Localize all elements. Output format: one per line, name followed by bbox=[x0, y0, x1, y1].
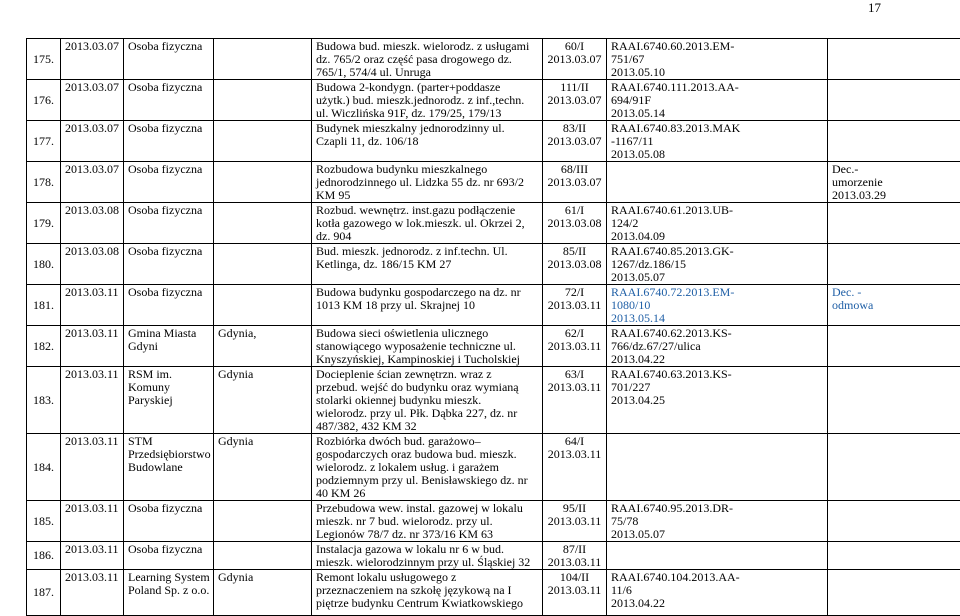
notes-cell-line: Dec.- bbox=[832, 163, 957, 176]
description-cell bbox=[312, 326, 543, 367]
description-cell-line: podziemnym przy ul. Benisławskiego dz. nr bbox=[316, 474, 538, 487]
decision-sign-cell-line: 2013.05.14 bbox=[611, 312, 823, 325]
table-row bbox=[27, 121, 960, 162]
investor-cell bbox=[124, 121, 214, 162]
investor-cell-line: Osoba fizyczna bbox=[128, 122, 209, 135]
investor-cell bbox=[124, 326, 214, 367]
description-cell-line: użytk.) bud. mieszk.jednorodz. z inf.,techn. bbox=[316, 94, 538, 107]
investor-cell bbox=[124, 434, 214, 501]
description-cell-line: Czapli 11, dz. 106/18 bbox=[316, 135, 538, 148]
description-cell bbox=[312, 244, 543, 285]
date-cell: 2013.03.11 bbox=[61, 501, 124, 542]
investor-cell-line: Paryskiej bbox=[128, 394, 209, 407]
date-cell: 2013.03.07 bbox=[61, 80, 124, 121]
notes-cell-line: umorzenie bbox=[832, 176, 957, 189]
city-cell bbox=[214, 501, 312, 542]
application-number-cell bbox=[543, 367, 607, 434]
date-cell: 2013.03.11 bbox=[61, 326, 124, 367]
row-number: 177. bbox=[27, 121, 61, 162]
decision-sign-cell-line: RAAI.6740.62.2013.KS- bbox=[611, 327, 823, 340]
investor-cell-line: Gmina Miasta bbox=[128, 327, 209, 340]
investor-cell bbox=[124, 570, 214, 616]
investor-cell bbox=[124, 80, 214, 121]
decision-sign-cell-line: 1080/10 bbox=[611, 299, 823, 312]
table-row bbox=[27, 434, 960, 501]
decision-sign-cell-line: 2013.05.07 bbox=[611, 271, 823, 284]
table-row bbox=[27, 570, 960, 616]
decision-sign-cell bbox=[607, 121, 828, 162]
register-body bbox=[27, 39, 960, 616]
description-cell-line: wielorodz. przy ul. Płk. Dąbka 227, dz. nr bbox=[316, 407, 538, 420]
application-number-cell-line: 63/I bbox=[545, 368, 604, 381]
description-cell-line: Rozbiórka dwóch bud. garażowo– bbox=[316, 435, 538, 448]
decision-sign-cell bbox=[607, 80, 828, 121]
table-row bbox=[27, 162, 960, 203]
description-cell-line: Docieplenie ścian zewnętrzn. wraz z bbox=[316, 368, 538, 381]
investor-cell bbox=[124, 244, 214, 285]
investor-cell-line: Learning System bbox=[128, 571, 209, 584]
description-cell-line: Ketlinga, dz. 186/15 KM 27 bbox=[316, 258, 538, 271]
date-cell: 2013.03.07 bbox=[61, 162, 124, 203]
application-number-cell-line: 2013.03.11 bbox=[545, 448, 604, 461]
decision-sign-cell-line: 1267/dz.186/15 bbox=[611, 258, 823, 271]
row-number: 182. bbox=[27, 326, 61, 367]
investor-cell-line: Przedsiębiorstwo bbox=[128, 448, 209, 461]
description-cell-line: Remont lokalu usługowego z bbox=[316, 571, 538, 584]
description-cell-line: mieszk. nr 7 bud. wielorodz. przy ul. bbox=[316, 515, 538, 528]
description-cell-line: piętrze budynku Centrum Kwiatkowskiego bbox=[316, 597, 538, 610]
description-cell-line: Bud. mieszk. jednorodz. z inf.techn. Ul. bbox=[316, 245, 538, 258]
decision-sign-cell-line: 766/dz.67/27/ulica bbox=[611, 340, 823, 353]
city-cell: Gdynia bbox=[214, 434, 312, 501]
investor-cell-line: Budowlane bbox=[128, 461, 209, 474]
decision-sign-cell-line: RAAI.6740.104.2013.AA- bbox=[611, 571, 823, 584]
application-number-cell-line: 87/II bbox=[545, 543, 604, 556]
row-number: 183. bbox=[27, 367, 61, 434]
decision-sign-cell-line: 75/78 bbox=[611, 515, 823, 528]
application-number-cell bbox=[543, 434, 607, 501]
description-cell-line: 487/382, 432 KM 32 bbox=[316, 420, 538, 433]
description-cell-line: gospodarczych oraz budowa bud. mieszk. bbox=[316, 448, 538, 461]
notes-cell bbox=[828, 434, 960, 501]
row-number: 184. bbox=[27, 434, 61, 501]
description-cell-line: Rozbud. wewnętrz. inst.gazu podłączenie bbox=[316, 204, 538, 217]
decision-sign-cell-line: 751/67 bbox=[611, 53, 823, 66]
description-cell-line: stolarki okiennej budynku mieszk. bbox=[316, 394, 538, 407]
decision-sign-cell bbox=[607, 570, 828, 616]
row-number: 176. bbox=[27, 80, 61, 121]
decision-sign-cell-line: 2013.04.22 bbox=[611, 597, 823, 610]
application-number-cell-line: 2013.03.11 bbox=[545, 381, 604, 394]
application-number-cell-line: 61/I bbox=[545, 204, 604, 217]
application-number-cell-line: 2013.03.11 bbox=[545, 584, 604, 597]
investor-cell-line: Osoba fizyczna bbox=[128, 543, 209, 556]
city-cell bbox=[214, 80, 312, 121]
description-cell-line: kotła gazowego w lok.mieszk. ul. Okrzei 2, bbox=[316, 217, 538, 230]
description-cell-line: 765/1, 574/4 ul. Unruga bbox=[316, 66, 538, 79]
description-cell-line: Budowa sieci oświetlenia ulicznego bbox=[316, 327, 538, 340]
description-cell-line: mieszk. wielorodzinnym przy ul. Śląskiej 32 bbox=[316, 556, 538, 569]
investor-cell-line: STM bbox=[128, 435, 209, 448]
application-number-cell bbox=[543, 501, 607, 542]
row-number: 178. bbox=[27, 162, 61, 203]
description-cell-line: dz. 765/2 oraz część pasa drogowego dz. bbox=[316, 53, 538, 66]
description-cell-line: Przebudowa wew. instal. gazowej w lokalu bbox=[316, 502, 538, 515]
application-number-cell-line: 95/II bbox=[545, 502, 604, 515]
date-cell: 2013.03.11 bbox=[61, 542, 124, 570]
notes-cell-line: odmowa bbox=[832, 299, 957, 312]
description-cell-line: Instalacja gazowa w lokalu nr 6 w bud. bbox=[316, 543, 538, 556]
city-cell: Gdynia, bbox=[214, 326, 312, 367]
description-cell-line: Budynek mieszkalny jednorodzinny ul. bbox=[316, 122, 538, 135]
description-cell-line: 1013 KM 18 przy ul. Skrajnej 10 bbox=[316, 299, 538, 312]
investor-cell-line: Osoba fizyczna bbox=[128, 204, 209, 217]
city-cell bbox=[214, 162, 312, 203]
decision-sign-cell bbox=[607, 326, 828, 367]
decision-sign-cell-line: RAAI.6740.95.2013.DR- bbox=[611, 502, 823, 515]
application-number-cell-line: 104/II bbox=[545, 571, 604, 584]
decision-sign-cell-line: RAAI.6740.63.2013.KS- bbox=[611, 368, 823, 381]
application-number-cell bbox=[543, 570, 607, 616]
decision-sign-cell-line: 694/91F bbox=[611, 94, 823, 107]
decision-sign-cell bbox=[607, 501, 828, 542]
page-number: 17 bbox=[868, 0, 881, 16]
application-number-cell-line: 72/I bbox=[545, 286, 604, 299]
application-number-cell-line: 111/II bbox=[545, 81, 604, 94]
date-cell: 2013.03.08 bbox=[61, 203, 124, 244]
table-row bbox=[27, 326, 960, 367]
decision-sign-cell bbox=[607, 367, 828, 434]
investor-cell bbox=[124, 39, 214, 80]
notes-cell-line: 2013.03.29 bbox=[832, 189, 957, 202]
investor-cell-line: Osoba fizyczna bbox=[128, 245, 209, 258]
description-cell bbox=[312, 80, 543, 121]
row-number: 180. bbox=[27, 244, 61, 285]
investor-cell-line: Osoba fizyczna bbox=[128, 81, 209, 94]
decision-sign-cell-line: RAAI.6740.61.2013.UB- bbox=[611, 204, 823, 217]
application-number-cell bbox=[543, 285, 607, 326]
date-cell: 2013.03.08 bbox=[61, 244, 124, 285]
notes-cell-line: Dec. - bbox=[832, 286, 957, 299]
description-cell bbox=[312, 434, 543, 501]
description-cell-line: stanowiącego wyposażenie techniczne ul. bbox=[316, 340, 538, 353]
description-cell bbox=[312, 570, 543, 616]
notes-cell bbox=[828, 39, 960, 80]
notes-cell bbox=[828, 162, 960, 203]
application-number-cell bbox=[543, 39, 607, 80]
description-cell-line: Rozbudowa budynku mieszkalnego bbox=[316, 163, 538, 176]
city-cell: Gdynia bbox=[214, 367, 312, 434]
application-number-cell bbox=[543, 244, 607, 285]
notes-cell bbox=[828, 570, 960, 616]
description-cell bbox=[312, 162, 543, 203]
description-cell-line: wielorodz. z lokalem usług. i garażem bbox=[316, 461, 538, 474]
investor-cell-line: RSM im. bbox=[128, 368, 209, 381]
investor-cell bbox=[124, 285, 214, 326]
description-cell bbox=[312, 367, 543, 434]
application-number-cell-line: 62/I bbox=[545, 327, 604, 340]
description-cell-line: Knyszyńskiej, Kampinoskiej i Tucholskiej bbox=[316, 353, 538, 366]
decision-sign-cell-line: RAAI.6740.60.2013.EM- bbox=[611, 40, 823, 53]
notes-cell bbox=[828, 203, 960, 244]
decision-sign-cell-line: 2013.05.07 bbox=[611, 528, 823, 541]
application-number-cell bbox=[543, 162, 607, 203]
description-cell bbox=[312, 542, 543, 570]
decision-sign-cell-line: RAAI.6740.111.2013.AA- bbox=[611, 81, 823, 94]
date-cell: 2013.03.11 bbox=[61, 434, 124, 501]
city-cell bbox=[214, 121, 312, 162]
decision-sign-cell bbox=[607, 162, 828, 203]
notes-cell bbox=[828, 244, 960, 285]
date-cell: 2013.03.11 bbox=[61, 367, 124, 434]
application-number-cell bbox=[543, 80, 607, 121]
notes-cell bbox=[828, 367, 960, 434]
decision-sign-cell-line: 2013.04.09 bbox=[611, 230, 823, 243]
application-number-cell bbox=[543, 542, 607, 570]
description-cell-line: Budowa bud. mieszk. wielorodz. z usługami bbox=[316, 40, 538, 53]
application-number-cell-line: 68/III bbox=[545, 163, 604, 176]
decision-sign-cell bbox=[607, 285, 828, 326]
investor-cell-line: Osoba fizyczna bbox=[128, 40, 209, 53]
application-number-cell-line: 2013.03.11 bbox=[545, 299, 604, 312]
date-cell: 2013.03.07 bbox=[61, 121, 124, 162]
city-cell bbox=[214, 39, 312, 80]
description-cell-line: przeznaczeniem na szkołę językową na I bbox=[316, 584, 538, 597]
investor-cell-line: Gdyni bbox=[128, 340, 209, 353]
decision-sign-cell-line: 2013.05.14 bbox=[611, 107, 823, 120]
notes-cell bbox=[828, 326, 960, 367]
application-number-cell-line: 64/I bbox=[545, 435, 604, 448]
notes-cell bbox=[828, 501, 960, 542]
investor-cell bbox=[124, 203, 214, 244]
application-number-cell bbox=[543, 121, 607, 162]
table-row bbox=[27, 39, 960, 80]
row-number: 175. bbox=[27, 39, 61, 80]
description-cell-line: KM 95 bbox=[316, 189, 538, 202]
investor-cell-line: Osoba fizyczna bbox=[128, 502, 209, 515]
application-number-cell-line: 2013.03.08 bbox=[545, 217, 604, 230]
city-cell: Gdynia bbox=[214, 570, 312, 616]
application-number-cell-line: 2013.03.07 bbox=[545, 94, 604, 107]
decision-sign-cell-line: 11/6 bbox=[611, 584, 823, 597]
decision-sign-cell-line: 2013.05.10 bbox=[611, 66, 823, 79]
investor-cell-line: Komuny bbox=[128, 381, 209, 394]
date-cell: 2013.03.11 bbox=[61, 285, 124, 326]
investor-cell bbox=[124, 542, 214, 570]
city-cell bbox=[214, 285, 312, 326]
decision-sign-cell-line: RAAI.6740.72.2013.EM- bbox=[611, 286, 823, 299]
investor-cell-line: Poland Sp. z o.o. bbox=[128, 584, 209, 597]
description-cell-line: dz. 904 bbox=[316, 230, 538, 243]
table-row bbox=[27, 80, 960, 121]
description-cell-line: Legionów 78/7 dz. nr 373/16 KM 63 bbox=[316, 528, 538, 541]
decision-sign-cell-line: RAAI.6740.83.2013.MAK bbox=[611, 122, 823, 135]
city-cell bbox=[214, 203, 312, 244]
application-number-cell bbox=[543, 203, 607, 244]
description-cell-line: Budowa budynku gospodarczego na dz. nr bbox=[316, 286, 538, 299]
application-number-cell-line: 83/II bbox=[545, 122, 604, 135]
decision-sign-cell bbox=[607, 542, 828, 570]
description-cell-line: przebud. wejść do budynku oraz wymianą bbox=[316, 381, 538, 394]
row-number: 187. bbox=[27, 570, 61, 616]
application-number-cell-line: 85/II bbox=[545, 245, 604, 258]
decision-sign-cell-line: 701/227 bbox=[611, 381, 823, 394]
decision-sign-cell-line: 124/2 bbox=[611, 217, 823, 230]
application-number-cell-line: 60/I bbox=[545, 40, 604, 53]
table-row bbox=[27, 367, 960, 434]
city-cell bbox=[214, 542, 312, 570]
description-cell-line: 40 KM 26 bbox=[316, 487, 538, 500]
description-cell-line: ul. Wiczlińska 91F, dz. 179/25, 179/13 bbox=[316, 107, 538, 120]
investor-cell bbox=[124, 501, 214, 542]
application-number-cell-line: 2013.03.07 bbox=[545, 53, 604, 66]
notes-cell bbox=[828, 80, 960, 121]
decision-sign-cell-line: 2013.05.08 bbox=[611, 148, 823, 161]
decision-sign-cell bbox=[607, 203, 828, 244]
row-number: 181. bbox=[27, 285, 61, 326]
row-number: 185. bbox=[27, 501, 61, 542]
decision-sign-cell-line: 2013.04.22 bbox=[611, 353, 823, 366]
description-cell bbox=[312, 501, 543, 542]
notes-cell bbox=[828, 542, 960, 570]
date-cell: 2013.03.07 bbox=[61, 39, 124, 80]
decision-sign-cell-line: -1167/11 bbox=[611, 135, 823, 148]
application-number-cell-line: 2013.03.11 bbox=[545, 340, 604, 353]
row-number: 186. bbox=[27, 542, 61, 570]
table-row bbox=[27, 203, 960, 244]
application-number-cell-line: 2013.03.07 bbox=[545, 176, 604, 189]
decision-sign-cell-line: RAAI.6740.85.2013.GK- bbox=[611, 245, 823, 258]
table-row bbox=[27, 285, 960, 326]
date-cell: 2013.03.11 bbox=[61, 570, 124, 616]
register-table bbox=[26, 38, 960, 616]
investor-cell bbox=[124, 162, 214, 203]
description-cell-line: Budowa 2-kondygn. (parter+poddasze bbox=[316, 81, 538, 94]
notes-cell bbox=[828, 121, 960, 162]
investor-cell-line: Osoba fizyczna bbox=[128, 286, 209, 299]
notes-cell bbox=[828, 285, 960, 326]
application-number-cell bbox=[543, 326, 607, 367]
decision-sign-cell bbox=[607, 434, 828, 501]
city-cell bbox=[214, 244, 312, 285]
application-number-cell-line: 2013.03.11 bbox=[545, 556, 604, 569]
description-cell bbox=[312, 121, 543, 162]
table-row bbox=[27, 244, 960, 285]
application-number-cell-line: 2013.03.07 bbox=[545, 135, 604, 148]
description-cell bbox=[312, 203, 543, 244]
application-number-cell-line: 2013.03.11 bbox=[545, 515, 604, 528]
application-number-cell-line: 2013.03.08 bbox=[545, 258, 604, 271]
table-row bbox=[27, 542, 960, 570]
decision-sign-cell bbox=[607, 244, 828, 285]
table-row bbox=[27, 501, 960, 542]
description-cell bbox=[312, 285, 543, 326]
investor-cell-line: Osoba fizyczna bbox=[128, 163, 209, 176]
decision-sign-cell-line: 2013.04.25 bbox=[611, 394, 823, 407]
description-cell bbox=[312, 39, 543, 80]
decision-sign-cell bbox=[607, 39, 828, 80]
investor-cell bbox=[124, 367, 214, 434]
description-cell-line: jednorodzinnego ul. Lidzka 55 dz. nr 693/2 bbox=[316, 176, 538, 189]
row-number: 179. bbox=[27, 203, 61, 244]
